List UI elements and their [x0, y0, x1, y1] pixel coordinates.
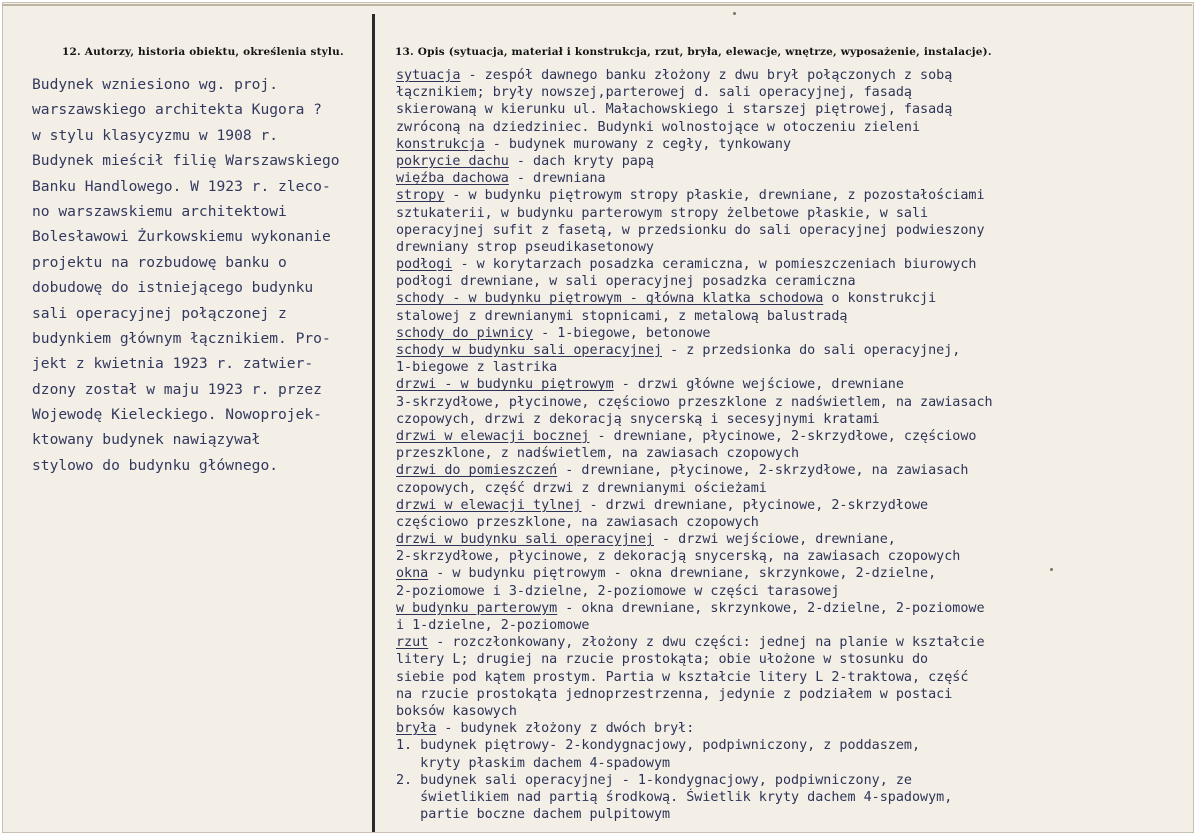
description-line	[396, 480, 1186, 497]
description-line	[396, 445, 1186, 462]
description-line-text: 2-poziomowe i 3-dzielne, 2-poziomowe w części tarasowej	[396, 583, 840, 599]
description-line-text: litery L; drugiej na rzucie prostokąta; obie ułożone w stosunku do	[396, 652, 929, 668]
description-line	[396, 170, 1186, 187]
description-line	[396, 222, 1186, 239]
description-line-label: w budynku parterowym	[396, 600, 558, 616]
history-line: stylowo do budynku głównego.	[32, 456, 279, 474]
description-line	[396, 67, 1186, 84]
description-line-text: - budynek złożony z dwóch brył:	[436, 721, 695, 737]
description-line	[396, 205, 1186, 222]
description-line-label: drzwi do pomieszczeń	[396, 463, 558, 479]
description-line	[396, 239, 1186, 256]
description-line	[396, 703, 1186, 720]
description-line-text: - rozczłonkowany, złożony z dwu części: jednej na planie w kształcie	[428, 635, 985, 651]
description-line-label: pokrycie dachu	[396, 153, 509, 169]
description-line	[396, 428, 1186, 445]
description-line-text: przeszklone, z nadświetlem, na zawiasach czopowych	[396, 446, 800, 462]
description-line	[396, 136, 1186, 153]
description-line	[396, 342, 1186, 359]
description-line	[396, 325, 1186, 342]
description-line-label: stropy	[396, 188, 445, 204]
description-line-text: stalowej z drewnianymi stopnicami, z metalową balustradą	[396, 308, 848, 324]
description-line	[396, 755, 1186, 772]
history-line: Budynek wzniesiono wg. proj.	[32, 76, 279, 93]
description-line	[396, 651, 1186, 668]
description-line-label: więźba dachowa	[396, 171, 509, 187]
history-line: budynkiem głównym łącznikiem. Pro-	[32, 329, 331, 347]
description-line-text: czopowych, część drzwi z drewnianymi ościeżami	[396, 480, 767, 496]
description-line-text: - dach kryty papą	[508, 153, 654, 169]
description-line-text: łącznikiem; bryły nowszej,parterowej d. sali operacyjnej, fasadą	[396, 85, 912, 101]
description-line-text: 1-biegowe z lastrika	[396, 360, 558, 376]
history-line: ktowany budynek nawiązywał	[32, 431, 261, 449]
description-line-label: schody do piwnicy	[396, 325, 534, 341]
description-line-text: 2. budynek sali operacyjnej - 1-kondygnacjowy, podpiwniczony, ze	[396, 772, 912, 788]
description-line-text: świetlikiem nad partią środkową. Świetlik kryty dachem 4-spadowym,	[396, 789, 953, 805]
description-line	[396, 600, 1186, 617]
history-line: sali operacyjnej połączonej z	[32, 304, 287, 322]
description-line	[396, 548, 1186, 565]
description-line-text: siebie pod kątem prostym. Partia w kształcie litery L 2-traktowa, część	[396, 669, 969, 685]
description-line-text: - w budynku piętrowym - okna drewniane, skrzynkowe, 2-dzielne,	[428, 566, 937, 582]
description-line-text: zwróconą na dziedziniec. Budynki wolnostojące w otoczeniu zieleni	[396, 119, 921, 135]
description-line-label: okna	[396, 566, 429, 582]
description-line	[396, 720, 1186, 737]
description-line	[396, 290, 1186, 307]
description-line-text: kryty płaskim dachem 4-spadowym	[396, 755, 671, 771]
history-line: no warszawskiemu architektowi	[32, 202, 287, 220]
history-line: Banku Handlowego. W 1923 r. zleco-	[32, 177, 331, 195]
description-line-text: - drzwi główne wejściowe, drewniane	[613, 377, 904, 393]
description-line-text: - w budynku piętrowym stropy płaskie, drewniane, z pozostałościami	[444, 188, 985, 204]
description-line	[396, 101, 1186, 118]
history-text	[32, 72, 372, 478]
history-line: Bolesławowi Żurkowskiemu wykonanie	[32, 228, 331, 246]
description-line	[396, 153, 1186, 170]
history-line: jekt z kwietnia 1923 r. zatwier-	[32, 355, 314, 373]
history-line: w stylu klasycyzmu w 1908 r.	[32, 126, 279, 144]
paper-speck	[733, 12, 736, 15]
description-line	[396, 583, 1186, 600]
description-line-text: - drzwi wejściowe, drewniane,	[653, 532, 896, 548]
description-line	[396, 119, 1186, 136]
description-line	[396, 737, 1186, 754]
description-line	[396, 462, 1186, 479]
description-line-text: partie boczne dachem pulpitowym	[396, 807, 671, 823]
description-line	[396, 669, 1186, 686]
description-line-text: - budynek murowany z cegły, tynkowany	[484, 136, 792, 152]
description-line	[396, 256, 1186, 273]
description-line	[396, 565, 1186, 582]
description-line-text: 3-skrzydłowe, płycinowe, częściowo przeszklone z nadświetlem, na zawiasach	[396, 394, 993, 410]
description-line-label: drzwi w elewacji bocznej	[396, 428, 590, 444]
description-line	[396, 531, 1186, 548]
section-13-heading: 13. Opis (sytuacja, materiał i konstrukcja, rzut, bryła, elewacje, wnętrze, wyposażenie, instalacje).	[395, 46, 992, 58]
description-line-text: - drewniane, płycinowe, 2-skrzydłowe, na zawiasach	[557, 463, 969, 479]
description-line-text: sztukaterii, w budynku parterowym stropy żelbetowe płaskie, w sali	[396, 205, 929, 221]
description-line	[396, 359, 1186, 376]
description-line-label: drzwi w budynku sali operacyjnej	[396, 532, 654, 548]
column-divider	[372, 14, 375, 832]
description-line-text: boksów kasowych	[396, 703, 517, 719]
top-rule	[2, 4, 1192, 6]
description-line	[396, 514, 1186, 531]
description-line-label: schody w budynku sali operacyjnej	[396, 343, 663, 358]
history-line: Budynek mieścił filię Warszawskiego	[32, 152, 340, 170]
description-line-text: - z przedsionka do sali operacyjnej,	[662, 343, 961, 358]
description-line-text: na rzucie prostokąta jednoprzestrzenna, jedynie z podziałem w postaci	[396, 686, 953, 702]
paper-speck	[1050, 568, 1053, 571]
description-line-label: bryła	[396, 721, 437, 737]
description-line-text: częściowo przeszklone, na zawiasach czopowych	[396, 514, 759, 530]
description-line-text: - 1-biegowe, betonowe	[533, 325, 711, 341]
description-line-label: drzwi w elewacji tylnej	[396, 497, 582, 513]
description-line-text: operacyjnej sufit z fasetą, w przedsionku do sali operacyjnej podwieszony	[396, 222, 985, 238]
history-line: warszawskiego architekta Kugora ?	[32, 101, 322, 119]
description-line-text: - drewniana	[508, 171, 606, 187]
description-line-text: - okna drewniane, skrzynkowe, 2-dzielne, 2-poziomowe	[557, 600, 985, 616]
description-line-label: konstrukcja	[396, 136, 485, 152]
description-line-label: podłogi	[396, 257, 453, 273]
description-line	[396, 772, 1186, 789]
description-line	[396, 273, 1186, 290]
description-line	[396, 308, 1186, 325]
description-line	[396, 617, 1186, 634]
description-line-text: - zespół dawnego banku złożony z dwu brył połączonych z sobą	[460, 68, 953, 83]
description-line-label: drzwi - w budynku piętrowym	[396, 377, 614, 393]
section-12-heading: 12. Autorzy, historia obiektu, określenia stylu.	[62, 46, 344, 58]
description-line	[396, 187, 1186, 204]
description-line-label: sytuacja	[396, 68, 461, 83]
description-line-text: 2-skrzydłowe, płycinowe, z dekoracją snycerską, na zawiasach czopowych	[396, 549, 961, 565]
description-line	[396, 411, 1186, 428]
description-line	[396, 84, 1186, 101]
description-line-text: o konstrukcji	[823, 291, 937, 307]
history-line: dzony został w maju 1923 r. przez	[32, 380, 322, 398]
history-line: Wojewodę Kieleckiego. Nowoprojek-	[32, 406, 322, 424]
description-line	[396, 634, 1186, 651]
description-line	[396, 497, 1186, 514]
description-line-text: - drewniane, płycinowe, 2-skrzydłowe, częściowo	[589, 428, 977, 444]
description-line-text: podłogi drewniane, w sali operacyjnej posadzka ceramiczna	[396, 274, 856, 290]
history-line: projektu na rozbudowę banku o	[32, 253, 287, 271]
description-text	[396, 67, 1186, 823]
description-line	[396, 806, 1186, 823]
description-line-text: czopowych, drzwi z dekoracją snycerską i secesyjnymi kratami	[396, 411, 880, 427]
description-line	[396, 376, 1186, 393]
history-line: dobudowę do istniejącego budynku	[32, 279, 314, 297]
description-line-text: - w korytarzach posadzka ceramiczna, w pomieszczeniach biurowych	[452, 257, 977, 273]
description-line	[396, 686, 1186, 703]
description-line	[396, 789, 1186, 806]
description-line	[396, 394, 1186, 411]
description-line-text: i 1-dzielne, 2-poziomowe	[396, 618, 590, 633]
description-line-text: 1. budynek piętrowy- 2-kondygnacjowy, podpiwniczony, z poddaszem,	[396, 738, 921, 754]
description-line-text: skierowaną w kierunku ul. Małachowskiego i starszej piętrowej, fasadą	[396, 102, 953, 118]
description-line-text: - drzwi drewniane, płycinowe, 2-skrzydłowe	[581, 497, 929, 513]
description-line-text: drewniany strop pseudikasetonowy	[396, 239, 654, 255]
description-line-label: rzut	[396, 635, 429, 651]
description-line-label: schody - w budynku piętrowym - główna klatka schodowa	[396, 291, 824, 307]
